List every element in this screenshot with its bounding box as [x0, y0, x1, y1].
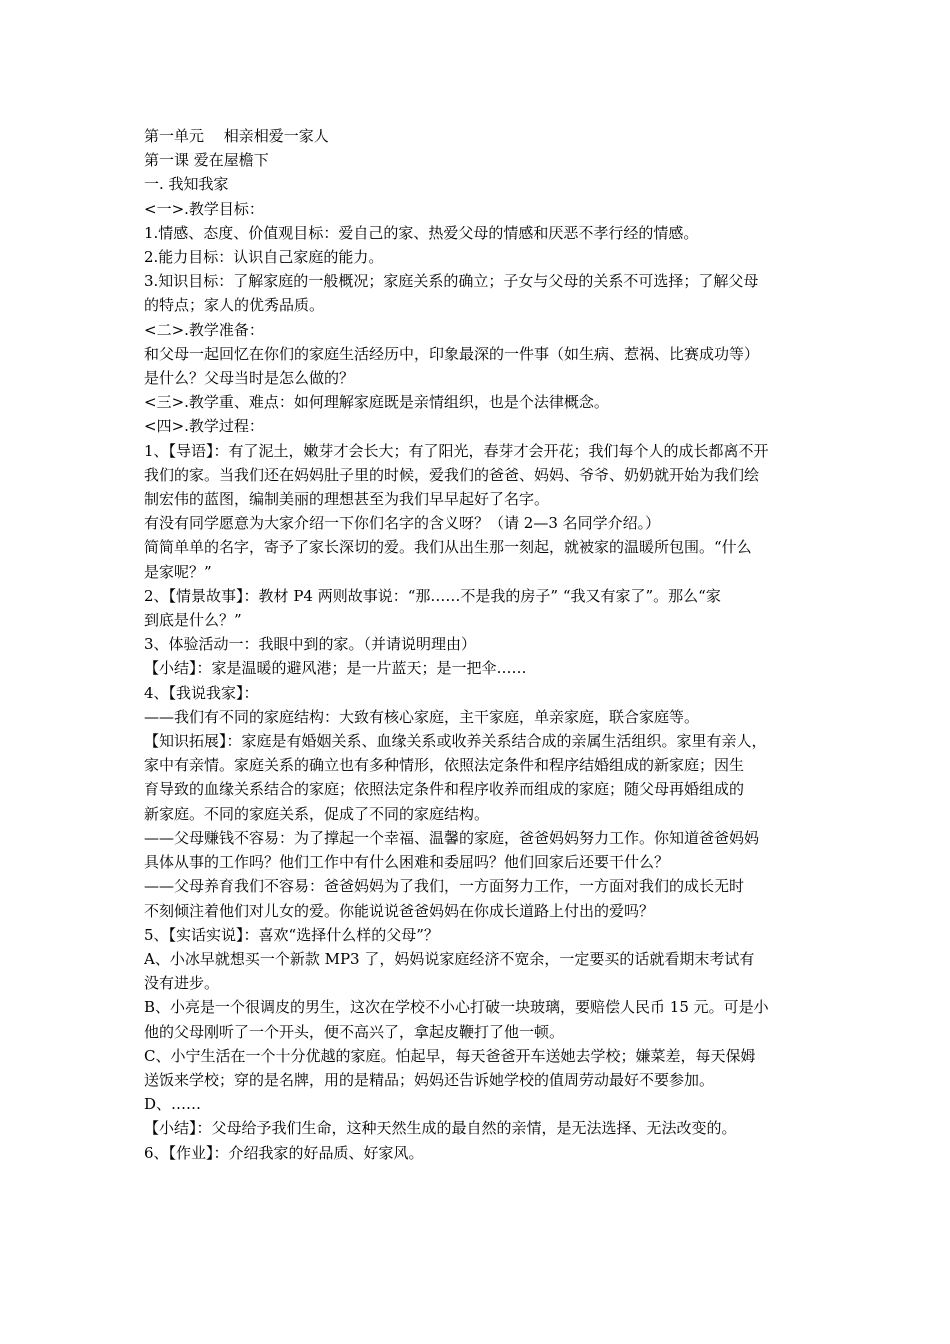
text-line: ——父母养育我们不容易：爸爸妈妈为了我们，一方面努力工作，一方面对我们的成长无时	[144, 877, 745, 896]
text-line: 6、【作业】：介绍我家的好品质、好家风。	[144, 1143, 424, 1162]
text-line: ——我们有不同的家庭结构：大致有核心家庭，主干家庭，单亲家庭，联合家庭等。	[144, 707, 700, 726]
text-line: 是家呢？”	[144, 562, 212, 581]
text-line: 3、体验活动一：我眼中到的家。（并请说明理由）	[144, 635, 477, 654]
text-line: 家中有亲情。家庭关系的确立也有多种情形，依照法定条件和程序结婚组成的新家庭；因生	[144, 756, 745, 775]
text-line: 制宏伟的蓝图，编制美丽的理想甚至为我们早早起好了名字。	[144, 490, 550, 509]
text-line: 有没有同学愿意为大家介绍一下你们名字的含义呀？（请 2—3 名同学介绍。）	[144, 514, 661, 533]
text-line: 他的父母刚听了一个开头，便不高兴了，拿起皮鞭打了他一顿。	[144, 1022, 565, 1041]
text-line: C、小宁生活在一个十分优越的家庭。怕起早，每天爸爸开车送她去学校；嫌菜差，每天保姆	[144, 1046, 756, 1065]
text-line: 【知识拓展】：家庭是有婚姻关系、血缘关系或收养关系结合成的亲属生活组织。家里有亲人，	[144, 732, 767, 751]
text-line: ——父母赚钱不容易：为了撑起一个幸福、温馨的家庭，爸爸妈妈努力工作。你知道爸爸妈妈	[144, 828, 760, 847]
text-line: 到底是什么？”	[144, 611, 242, 630]
lesson-title: 第一课 爱在屋檐下	[144, 151, 269, 170]
text-line: 【小结】：家是温暖的避风港；是一片蓝天；是一把伞……	[144, 659, 527, 678]
text-line: 我们的家。当我们还在妈妈肚子里的时候，爱我们的爸爸、妈妈、爷爷、奶奶就开始为我们绘	[144, 465, 760, 484]
text-line: 【小结】：父母给予我们生命，这种天然生成的最自然的亲情，是无法选择、无法改变的。	[144, 1119, 737, 1138]
subheading-keypoints: <三>.教学重、难点：如何理解家庭既是亲情组织，也是个法律概念。	[144, 393, 609, 412]
text-line: 1.情感、态度、价值观目标：爱自己的家、热爱父母的情感和厌恶不孝行经的情感。	[144, 223, 699, 242]
text-line: 不刻倾注着他们对儿女的爱。你能说说爸爸妈妈在你成长道路上付出的爱吗？	[144, 901, 655, 920]
text-line: 4、【我说我家】：	[144, 683, 259, 702]
subheading-goals: <一>.教学目标：	[144, 199, 264, 218]
text-line: 具体从事的工作吗？他们工作中有什么困难和委屈吗？他们回家后还要干什么？	[144, 853, 670, 872]
subheading-preparation: <二>.教学准备：	[144, 320, 264, 339]
text-line: 2.能力目标：认识自己家庭的能力。	[144, 248, 384, 267]
unit-title: 第一单元 相亲相爱一家人	[144, 127, 329, 145]
subheading-process: <四>.教学过程：	[144, 417, 264, 436]
text-line: 5、【实话实说】：喜欢“选择什么样的父母”？	[144, 925, 439, 944]
text-line: 简简单单的名字，寄予了家长深切的爱。我们从出生那一刻起，就被家的温暖所包围。“什么	[144, 538, 752, 557]
document-page	[144, 124, 810, 1165]
text-line: D、……	[144, 1095, 202, 1114]
text-line: 2、【情景故事】：教材 P4 两则故事说：“那……不是我的房子” “我又有家了”。那么“家	[144, 586, 721, 605]
text-line: 没有进步。	[144, 974, 220, 993]
text-line: 的特点；家人的优秀品质。	[144, 296, 325, 315]
text-line: 育导致的血缘关系结合的家庭；依照法定条件和程序收养而组成的家庭；随父母再婚组成的	[144, 780, 745, 799]
section-heading: 一. 我知我家	[144, 175, 229, 194]
text-line: 3.知识目标：了解家庭的一般概况；家庭关系的确立；子女与父母的关系不可选择；了解父母	[144, 272, 759, 291]
text-line: 送饭来学校；穿的是名牌，用的是精品；妈妈还告诉她学校的值周劳动最好不要参加。	[144, 1070, 715, 1089]
text-line: A、小冰早就想买一个新款 MP3 了，妈妈说家庭经济不宽余，一定要买的话就看期末考试有	[144, 949, 755, 968]
text-line: 1、【导语】：有了泥土，嫩芽才会长大；有了阳光，春芽才会开花；我们每个人的成长都离不开	[144, 441, 769, 460]
text-line: 是什么？父母当时是怎么做的？	[144, 369, 355, 388]
text-line: 新家庭。不同的家庭关系，促成了不同的家庭结构。	[144, 804, 490, 823]
text-line: 和父母一起回忆在你们的家庭生活经历中，印象最深的一件事（如生病、惹祸、比赛成功等）	[144, 344, 760, 363]
text-line: B、小亮是一个很调皮的男生，这次在学校不小心打破一块玻璃，要赔偿人民币 15 元。可是小	[144, 998, 769, 1017]
